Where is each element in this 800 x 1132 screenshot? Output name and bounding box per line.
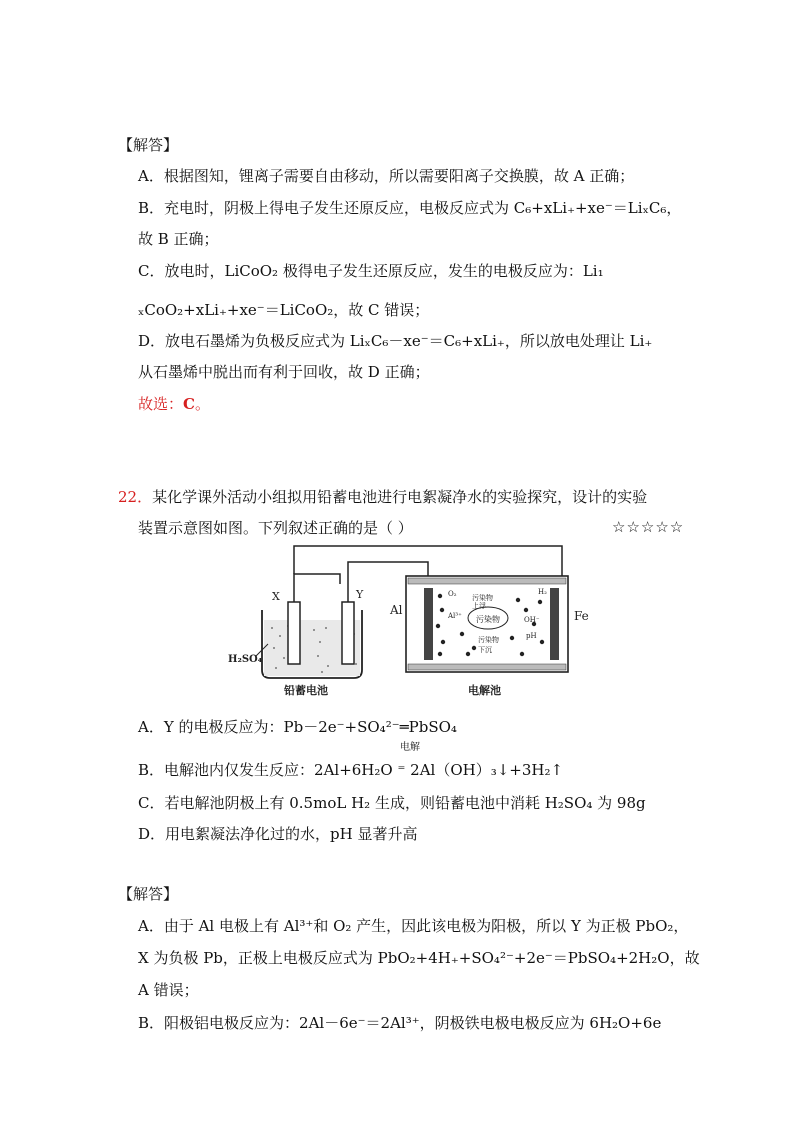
option-b: B．电解池内仅发生反应：2Al+6H₂O ⁼ 2Al（OH）₃↓+3H₂↑ [138,761,564,779]
electrode-fe [550,588,559,660]
label-x: X [272,590,280,603]
label-cell: 电解池 [468,684,501,697]
solution2-line-a-cont: X 为负极 Pb，正极上电极反应式为 PbO₂+4H₊+SO₄²⁻+2e⁻＝PbSO₄+2H₂O，故 [138,949,700,967]
answer-prefix: 故选： [138,395,184,413]
option-d: D．用电絮凝法净化过的水，pH 显著升高 [138,825,418,843]
label-pollutant-center: 污染物 [476,615,500,624]
answer-line-1 [138,394,210,414]
cell-bottom-hatch [408,664,566,670]
cell-top-hatch [408,578,566,584]
label-oh: OH⁻ [524,616,540,624]
label-rise: 上浮 [472,602,486,610]
experiment-diagram [222,538,702,700]
wire-x [294,574,340,602]
label-pollutant-bottom: 污染物 [478,636,499,644]
solution-line-b: B．充电时，阴极上得电子发生还原反应，电极反应式为 C₆+xLi₊+xe⁻＝LiₓC₆， [138,199,682,217]
electrode-y [342,602,354,664]
label-fe: Fe [574,609,589,623]
solution-line-d: D．放电石墨烯为负极反应式为 LiₓC₆－xe⁻＝C₆+xLi₊，所以放电处理让 Li₊ [138,332,653,350]
solution2-line-b: B．阳极铝电极反应为：2Al－6e⁻＝2Al³⁺，阴极铁电极电极反应为 6H₂O+6e [138,1014,662,1032]
answer-suffix: 。 [194,395,210,413]
label-al3: Al³⁺ [448,612,462,620]
answer-value: C [183,395,195,413]
electrode-al [424,588,433,660]
solution-line-d-cont: 从石墨烯中脱出而有利于回收，故 D 正确； [138,363,430,381]
reaction-condition: 电解 [400,742,420,753]
electrode-x [288,602,300,664]
question-text-2: 装置示意图如图。下列叙述正确的是（ ） [138,519,413,537]
question-line-1 [118,487,647,507]
solution2-line-a-end: A 错误； [138,981,199,999]
difficulty-stars: ☆☆☆☆☆ [612,518,685,536]
label-al: Al [390,603,403,617]
solution-heading-2: 【解答】 [118,885,179,903]
solution-line-c-cont: ₓCoO₂+xLi₊+xe⁻＝LiCoO₂，故 C 错误； [138,301,430,319]
label-h2so4: H₂SO₄ [228,654,263,665]
label-ph: pH [526,632,537,640]
label-battery: 铅蓄电池 [284,684,328,697]
question-number: 22． [118,488,153,506]
label-o2: O₂ [448,590,457,598]
option-c: C．若电解池阴极上有 0.5moL H₂ 生成，则铅蓄电池中消耗 H₂SO₄ 为 98g [138,794,646,812]
solution-line-b-cont: 故 B 正确； [138,230,219,248]
solution-line-a: A．根据图知，锂离子需要自由移动，所以需要阳离子交换膜，故 A 正确； [138,167,635,185]
label-y: Y [356,588,364,601]
label-pollutant-top: 污染物 [472,594,493,602]
label-sink: 下沉 [478,646,492,654]
solution-heading-1: 【解答】 [118,136,179,154]
solution-line-c: C．放电时，LiCoO₂ 极得电子发生还原反应，发生的电极反应为：Li₁ [138,262,604,280]
label-h2: H₂ [538,588,547,596]
option-a: A．Y 的电极反应为：Pb－2e⁻+SO₄²⁻═PbSO₄ [138,718,457,736]
solution2-line-a: A．由于 Al 电极上有 Al³⁺和 O₂ 产生，因此该电极为阳极，所以 Y 为正极 PbO₂， [138,917,689,935]
question-text-1: 某化学课外活动小组拟用铅蓄电池进行电絮凝净水的实验探究，设计的实验 [152,488,648,506]
